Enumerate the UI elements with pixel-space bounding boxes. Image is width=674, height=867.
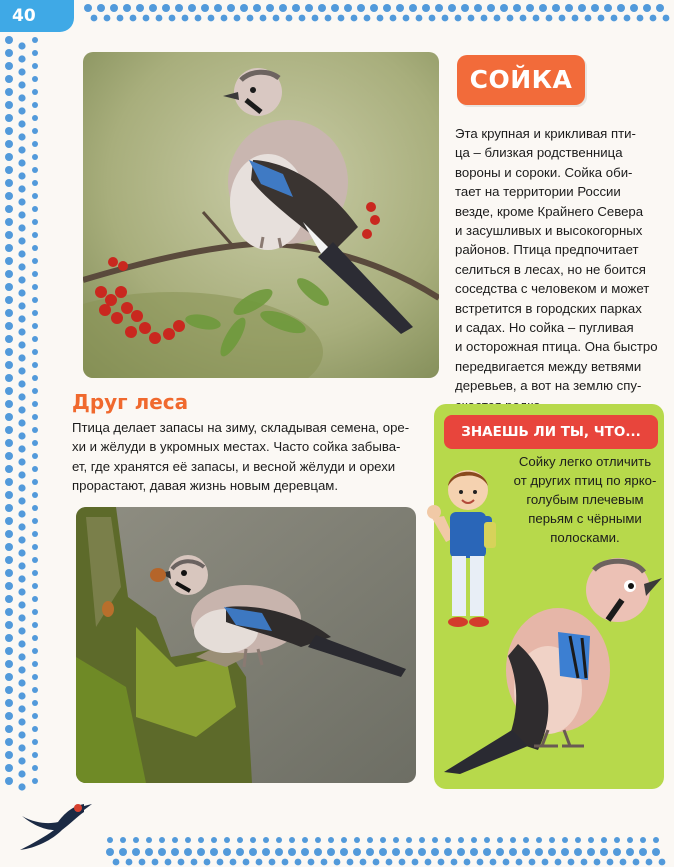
section-text [72,418,432,496]
fact-text [510,452,660,547]
intro-line: вороны и сороки. Сойка оби- [455,164,633,180]
fact-line: Сойку легко отличить [518,454,652,469]
fact-title: ЗНАЕШЬ ЛИ ТЫ, ЧТО... [444,415,658,449]
jay-with-acorn-photo [76,507,416,783]
intro-line: районов. Птица предпочитает [455,242,639,258]
cartoon-jay-illustration [438,540,664,776]
section-line: ет, где хранятся её запасы, и весной жёлуди и орехи [72,458,396,474]
intro-line: селиться в лесах, но не боится [455,261,646,277]
page-title: СОЙКА [457,55,585,105]
section-line: прорастают, давая жизнь новым деревцам. [72,478,339,494]
fact-line: перьям с чёрными [528,511,642,526]
intro-line: встретится в городских парках [455,300,642,316]
section-line: хи и жёлуди в укромных местах. Часто сойка забыва- [72,439,401,455]
intro-line: везде, кроме Крайнего Севера [455,203,644,219]
intro-line: Эта крупная и крикливая пти- [455,126,636,141]
intro-line: деревьев, а вот на землю спу- [455,378,642,394]
fact-line: полосками. [550,530,620,545]
intro-line: и осторожная птица. Она быстро [455,339,658,355]
intro-text [455,124,670,415]
intro-line: тает на территории России [455,184,621,200]
section-heading: Друг леса [72,390,189,414]
jay-on-rowan-photo [83,52,439,378]
intro-line: передвигается между ветвями [455,358,642,374]
intro-line: и садах. Но сойка – пугливая [455,320,634,336]
section-line: Птица делает запасы на зиму, складывая семена, оре- [72,420,410,435]
fact-line: голубым плечевым [526,492,644,507]
swallow-icon [14,794,94,854]
intro-line: ца – близкая родственница [455,145,623,161]
intro-line: и засушливых и высокогорных [455,223,643,239]
page-number: 40 [0,0,74,32]
intro-line: соседства с человеком и может [455,281,650,297]
fact-line: от других птиц по ярко- [513,473,657,488]
